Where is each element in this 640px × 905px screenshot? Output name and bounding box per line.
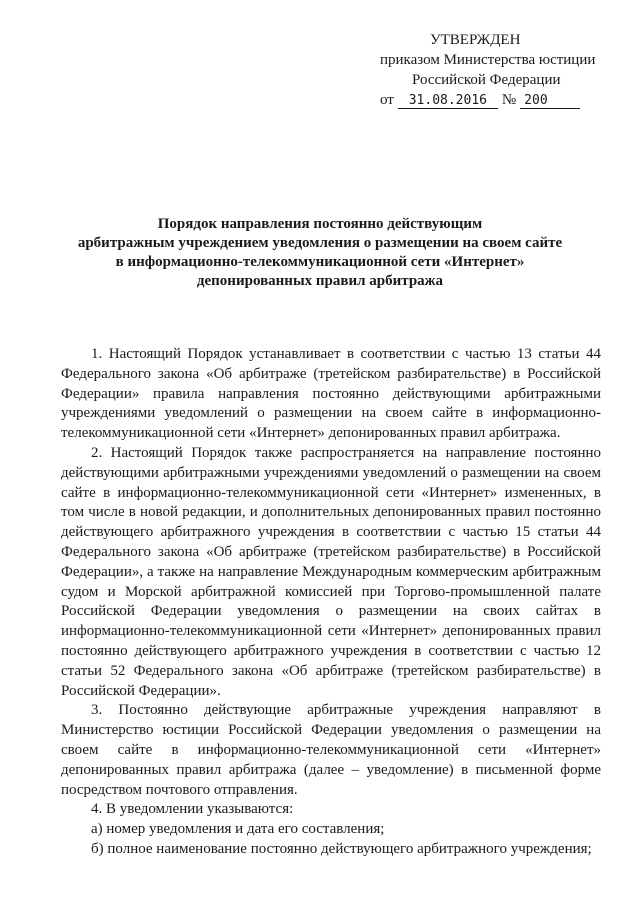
paragraph-1: 1. Настоящий Порядок устанавливает в соответствии с частью 13 статьи 44 Федерального закона «Об арбитраже (третейском разбирательстве) в Российской Федерации» правила направления постоянно действующими арбитражными учреждениями уведомлений о размещении на своем сайте в информационно-телекоммуникационной сети «Интернет» депонированных правил арбитража. <box>61 346 601 442</box>
approval-date-line <box>360 90 610 110</box>
title-line: Порядок направления постоянно действующим <box>157 216 483 232</box>
approval-order-line: приказом Министерства юстиции <box>380 52 596 68</box>
paragraph-2: 2. Настоящий Порядок также распространяется на направление постоянно действующими арбитражными учреждениями уведомлений о размещении на своем сайте в информационно-телекоммуникационной сети «Интернет» измененных, в том числе в новой редакции, и дополнительных депонированных правил постоянно действующего арбитражного учреждения в соответствии с частью 15 статьи 44 Федерального закона «Об арбитраже (третейском разбирательстве) в Российской Федерации», а также на направление Международным коммерческим арбитражным судом и Морской арбитражной комиссией при Торгово-промышленной палате Российской Федерации уведомления о размещении на своих сайтах в информационно-телекоммуникационной сети «Интернет» депонированных правил постоянно действующего арбитражного учреждения в соответствии с частью 12 статьи 52 Федерального закона «Об арбитраже (третейском разбирательстве) в Российской Федерации». <box>61 444 601 699</box>
document-title <box>60 215 580 291</box>
list-item-a: а) номер уведомления и дата его составления; <box>91 821 385 838</box>
title-line: в информационно-телекоммуникационной сети «Интернет» <box>115 254 525 270</box>
paragraph-3: 3. Постоянно действующие арбитражные учреждения направляют в Министерство юстиции Российской Федерации уведомления о размещении на своем сайте в информационно-телекоммуникационной сети «Интернет» депонированных правил арбитража (далее – уведомление) в письменной форме посредством почтового отправления. <box>61 702 601 798</box>
paragraph-4: 4. В уведомлении указываются: <box>91 801 294 818</box>
title-line: арбитражным учреждением уведомления о размещении на своем сайте <box>77 235 563 251</box>
approval-number: 200 <box>520 93 580 109</box>
approval-stamp <box>360 30 610 110</box>
number-prefix: № <box>501 92 517 108</box>
date-prefix: от <box>380 92 394 108</box>
title-line: депонированных правил арбитража <box>196 273 444 289</box>
approval-date: 31.08.2016 <box>398 93 498 109</box>
approval-heading: УТВЕРЖДЕН <box>430 32 521 48</box>
approval-ministry-line: Российской Федерации <box>412 72 561 88</box>
document-body <box>61 345 601 860</box>
list-item-b: б) полное наименование постоянно действующего арбитражного учреждения; <box>91 840 592 857</box>
